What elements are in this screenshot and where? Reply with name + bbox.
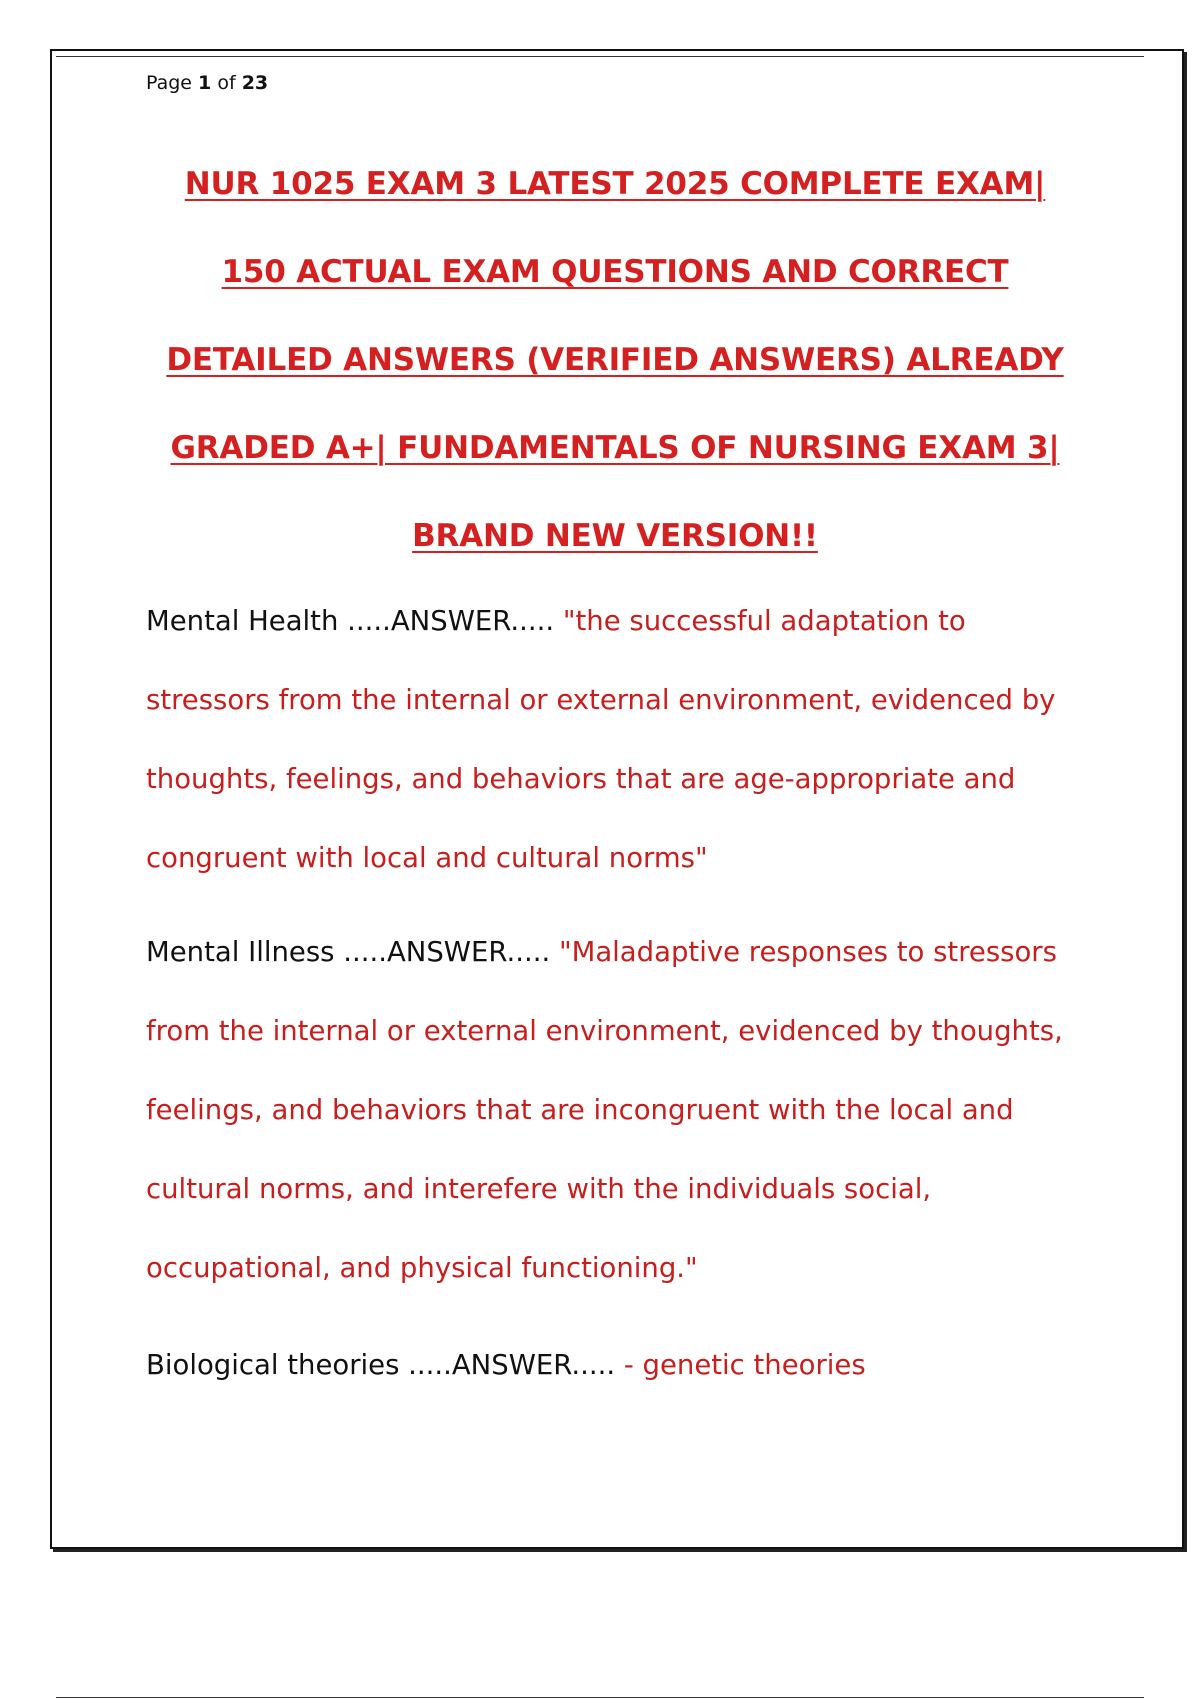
page-total: 23 — [241, 72, 269, 94]
qa-term: Mental Illness — [146, 936, 335, 968]
page-of: of — [217, 72, 236, 94]
qa-answer: "Maladaptive responses to stressors from the internal or external environment, evidenced by thoughts, feelings, and behaviors that are incongruent with the local and cultural norms, and interefere with the individuals social, occupational, and physical functioning." — [146, 936, 1063, 1284]
page-label: Page — [146, 72, 192, 94]
qa-term: Biological theories — [146, 1349, 400, 1381]
title-line-4: GRADED A+| FUNDAMENTALS OF NURSING EXAM 3| — [170, 430, 1060, 466]
title-line-1: NUR 1025 EXAM 3 LATEST 2025 COMPLETE EXAM| — [184, 166, 1046, 202]
qa-separator: .....ANSWER..... — [399, 1349, 624, 1381]
qa-separator: .....ANSWER..... — [334, 936, 559, 968]
page-current: 1 — [198, 72, 212, 94]
page-counter — [146, 72, 268, 94]
qa-answer: "the successful adaptation to stressors from the internal or external environment, evidenced by thoughts, feelings, and behaviors that are age-appropriate and congruent with local and cultural norms" — [146, 605, 1056, 874]
top-rule — [56, 56, 1144, 57]
qa-entry-mental-health — [146, 582, 1096, 898]
title-line-2: 150 ACTUAL EXAM QUESTIONS AND CORRECT — [221, 254, 1009, 290]
qa-separator: .....ANSWER..... — [338, 605, 563, 637]
qa-entry-biological-theories — [146, 1326, 1096, 1405]
qa-term: Mental Health — [146, 605, 339, 637]
title-line-5: BRAND NEW VERSION!! — [412, 518, 818, 554]
document-title — [140, 140, 1090, 580]
qa-entry-mental-illness — [146, 913, 1096, 1308]
qa-answer: - genetic theories — [623, 1349, 866, 1381]
title-line-3: DETAILED ANSWERS (VERIFIED ANSWERS) ALREADY — [166, 342, 1064, 378]
bottom-rule — [56, 1697, 1144, 1698]
